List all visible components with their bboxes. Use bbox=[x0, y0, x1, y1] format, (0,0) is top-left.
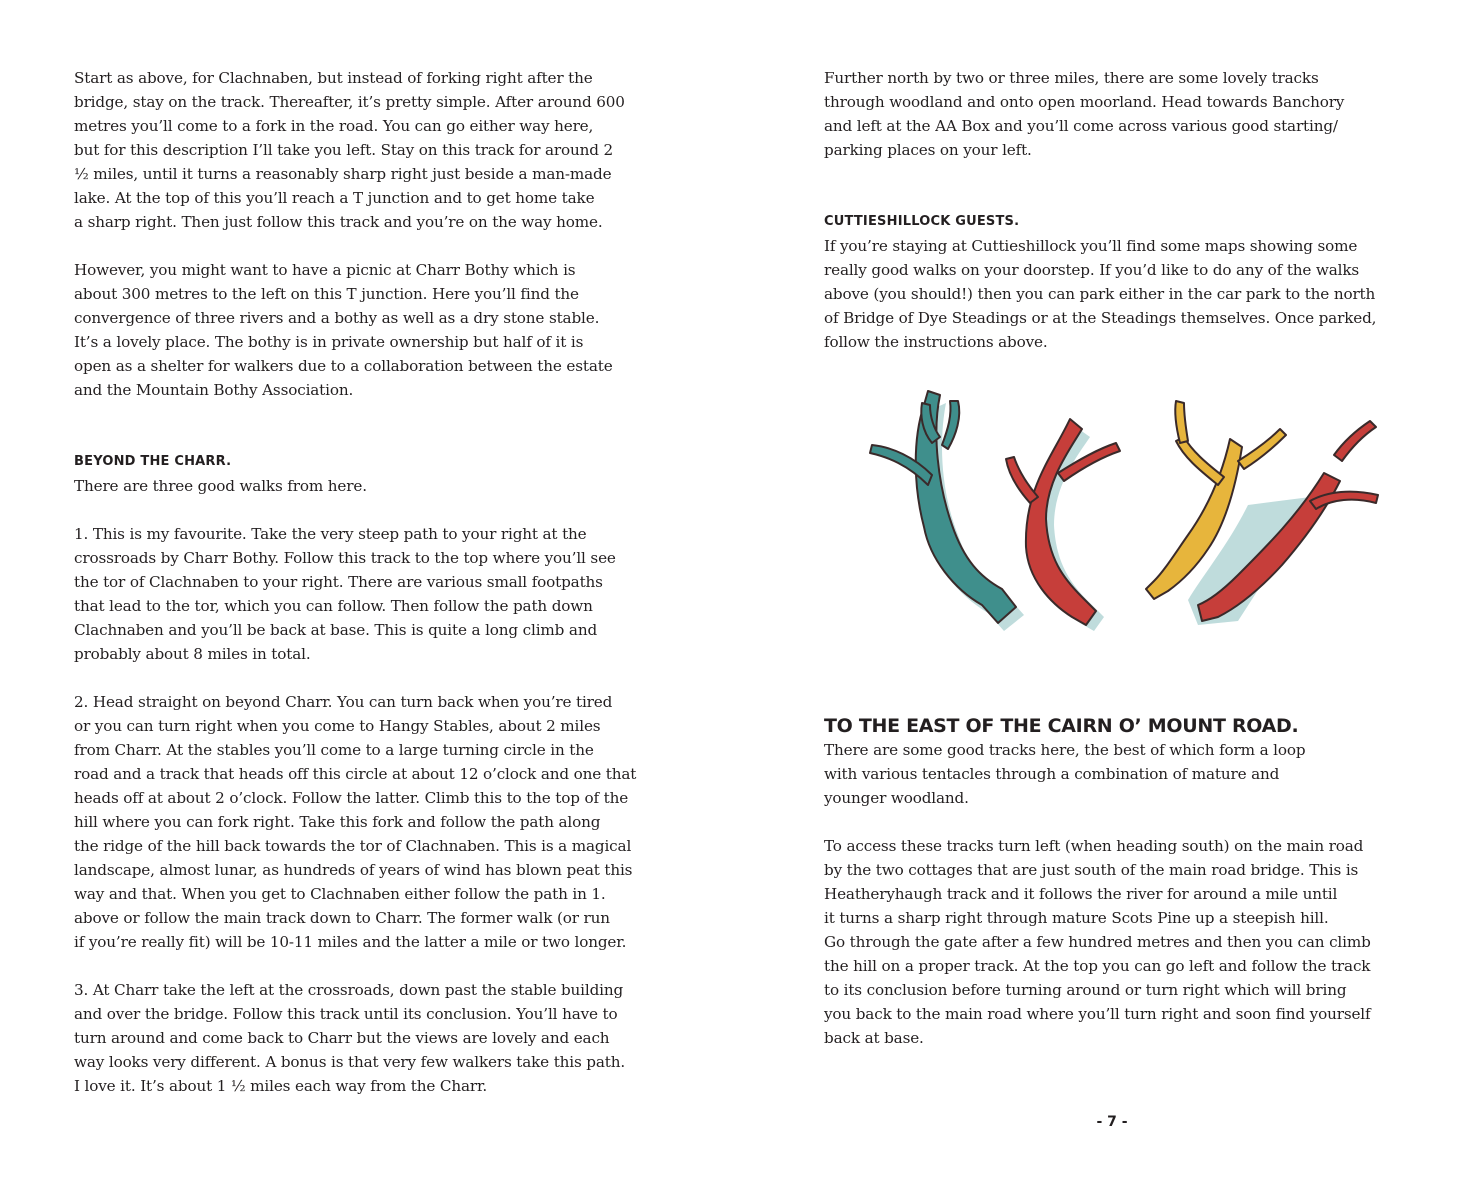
paragraph: However, you might want to have a picnic at Charr Bothy which is about 300 metres to the left on this T junction. Here you’ll find the convergence of three rivers and a bothy as well as a dry stone stable. It’s a lovely place. The bothy is in private ownership but half of it is open as a shelter for walkers due to a collaboration between the estate and the Mountain Bothy Association. bbox=[74, 261, 613, 399]
antlers-illustration bbox=[858, 385, 1398, 650]
paragraph: There are some good tracks here, the best of which form a loop with various tentacles through a combination of mature and younger woodland. bbox=[824, 741, 1306, 807]
paragraph: To access these tracks turn left (when heading south) on the main road by the two cottages that are just south of the main road bridge. This is Heatheryhaugh track and it follows the river for around a mile until it turns a sharp right through mature Scots Pine up a steepish hill. Go through the gate after a few hundred metres and then you can climb the hill on a proper track. At the top you can go left and follow the track to its conclusion before turning around or turn right which will bring you back to the main road where you’ll turn right and soon find yourself back at base. bbox=[824, 837, 1371, 1047]
red-antler-left bbox=[1006, 419, 1120, 625]
section-heading: CUTTIESHILLOCK GUESTS. bbox=[824, 214, 1020, 229]
paragraph: Further north by two or three miles, there are some lovely tracks through woodland and onto open moorland. Head towards Banchory and left at the AA Box and you’ll come across various good starting/ parking places on your left. bbox=[824, 69, 1345, 159]
teal-antler bbox=[870, 391, 1016, 623]
paragraph: 1. This is my favourite. Take the very steep path to your right at the crossroads by Charr Bothy. Follow this track to the top where you’ll see the tor of Clachnaben to your right. There are various small footpaths that lead to the tor, which you can follow. Then follow the path down Clachnaben and you’ll be back at base. This is quite a long climb and probably about 8 miles in total. bbox=[74, 525, 616, 663]
left-page bbox=[74, 66, 664, 1098]
section-heading: BEYOND THE CHARR. bbox=[74, 454, 232, 469]
paragraph: 3. At Charr take the left at the crossroads, down past the stable building and over the bridge. Follow this track until its conclusion. You’ll have to turn around and come back to Charr but the views are lovely and each way looks very different. A bonus is that very few walkers take this path. I love it. It’s about 1 ½ miles each way from the Charr. bbox=[74, 981, 626, 1095]
red-antler-right bbox=[1198, 421, 1378, 621]
page-number: - 7 - bbox=[1096, 1114, 1128, 1130]
section-heading-large: TO THE EAST OF THE CAIRN O’ MOUNT ROAD. bbox=[824, 715, 1299, 737]
paragraph: There are three good walks from here. bbox=[74, 477, 367, 495]
paragraph: If you’re staying at Cuttieshillock you’ll find some maps showing some really good walks on your doorstep. If you’d like to do any of the walks above (you should!) then you can park either in the car park to the north of Bridge of Dye Steadings or at the Steadings themselves. Once parked, follow the instructions above. bbox=[824, 237, 1377, 351]
paragraph: 2. Head straight on beyond Charr. You can turn back when you’re tired or you can turn right when you come to Hangy Stables, about 2 miles from Charr. At the stables you’ll come to a large turning circle in the road and a track that heads off this circle at about 12 o’clock and one that heads off at about 2 o’clock. Follow the latter. Climb this to the top of the hill where you can fork right. Take this fork and follow the path along the ridge of the hill back towards the tor of Clachnaben. This is a magical landscape, almost lunar, as hundreds of years of wind has blown peat this way and that. When you get to Clachnaben either follow the path in 1. above or follow the main track down to Charr. The former walk (or run if you’re really fit) will be 10-11 miles and the latter a mile or two longer. bbox=[74, 693, 637, 951]
paragraph: Start as above, for Clachnaben, but instead of forking right after the bridge, stay on the track. Thereafter, it’s pretty simple. After around 600 metres you’ll come to a fork in the road. You can go either way here, but for this description I’ll take you left. Stay on this track for around 2 ½ miles, until it turns a reasonably sharp right just beside a man-made lake. At the top of this you’ll reach a T junction and to get home take a sharp right. Then just follow this track and you’re on the way home. bbox=[74, 69, 625, 231]
